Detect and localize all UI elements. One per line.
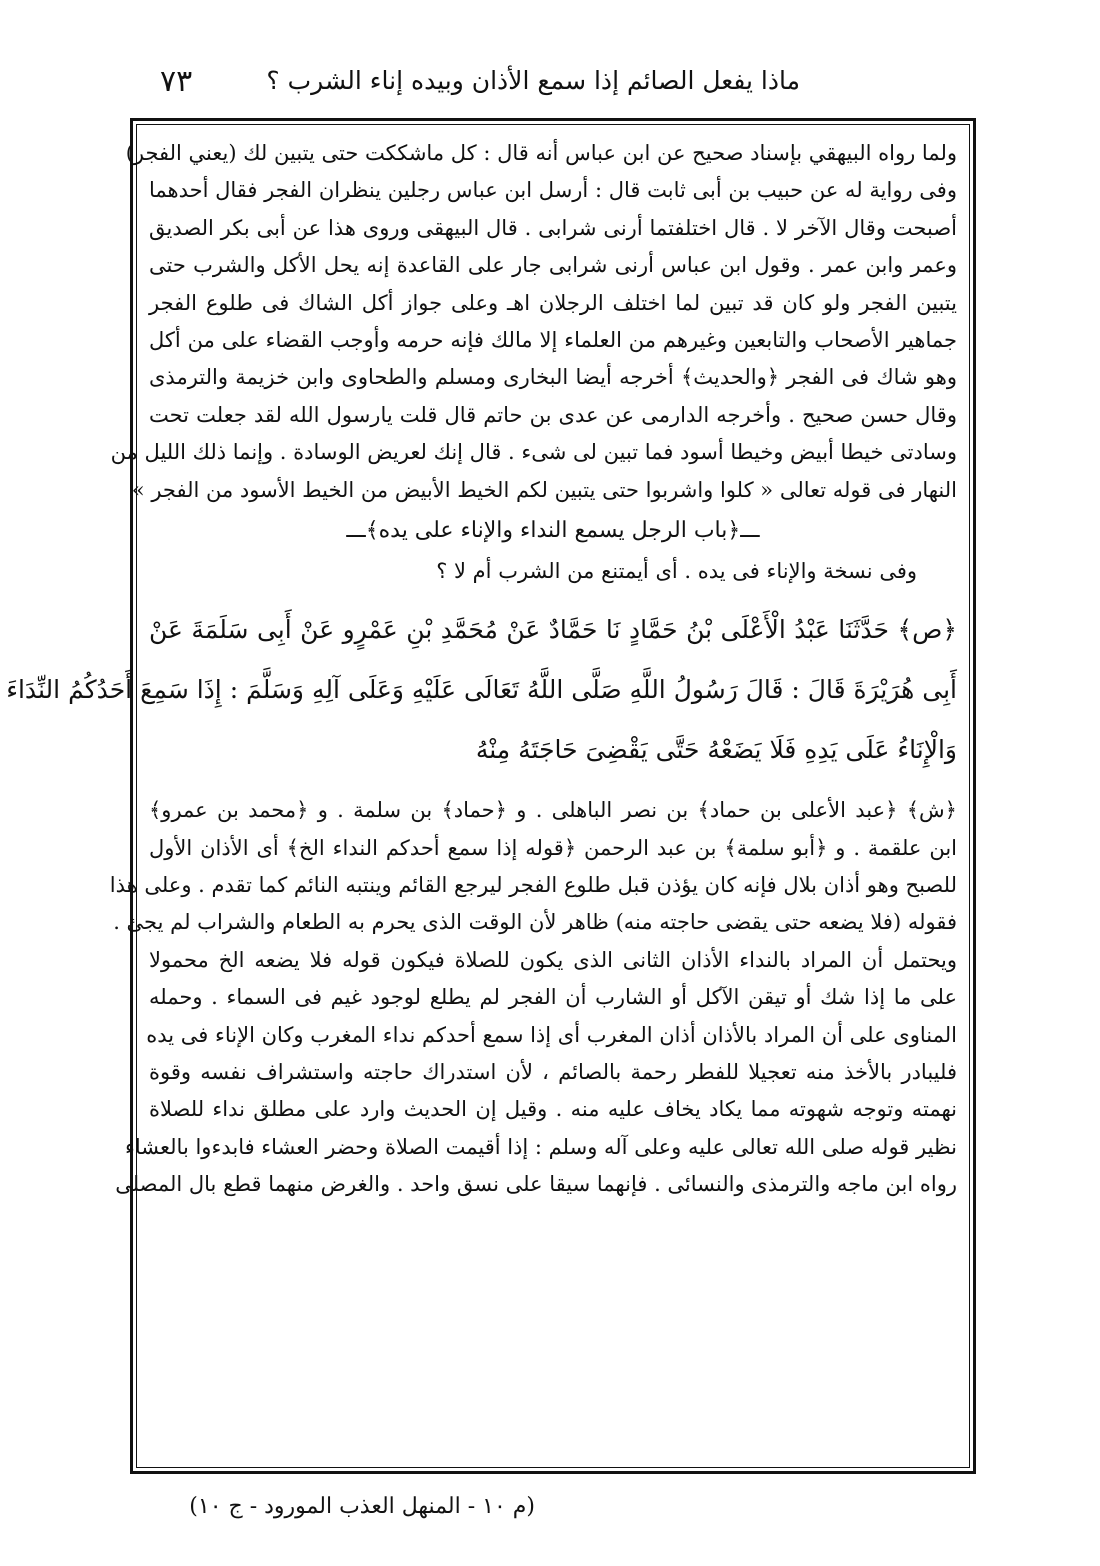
text-line: جماهير الأصحاب والتابعين وغيرهم من العلماء إلا مالك فإنه حرمه وأوجب القضاء على من أكل [149,327,957,352]
text-line: فليبادر بالأخذ منه تعجيلا للفطر رحمة بالصائم ، لأن استدراك حاجته واستشراف نفسه وقوة [149,1060,957,1085]
running-title: ماذا يفعل الصائم إذا سمع الأذان وبيده إناء الشرب ؟ [266,66,800,95]
text-line: وهو شاك فى الفجر ﴿والحديث﴾ أخرجه أيضا البخارى ومسلم والطحاوى وابن خزيمة والترمذى [149,365,957,390]
text-line: وعمر وابن عمر . وقول ابن عباس أرنى شرابى جار على القاعدة إنه يحل الأكل والشرب حتى [149,253,957,278]
page-content [6,135,957,1461]
section-heading: ـــ﴿باب الرجل يسمع النداء والإناء على يده﴾ـــ [346,517,760,543]
text-line: وقال حسن صحيح . وأخرجه الدارمى عن عدى بن حاتم قال قلت يارسول الله لقد جعلت تحت [149,402,957,427]
text-line: فقوله (فلا يضعه حتى يقضى حاجته منه) ظاهر لأن الوقت الذى يحرم به الطعام والشراب لم يجئ . [113,910,957,935]
text-line: ولما رواه البيهقي بإسناد صحيح عن ابن عباس أنه قال : كل ماشككت حتى يتبين لك (يعني الفجر) [125,141,957,165]
text-line: ابن علقمة . و ﴿أبو سلمة﴾ بن عبد الرحمن ﴿قوله إذا سمع أحدكم النداء الخ﴾ أى الأذان الأول [149,835,957,860]
text-line: أصبحت وقال الآخر لا . قال اختلفتما أرنى شرابى . قال البيهقى وروى هذا عن أبى بكر الصديق [149,215,957,240]
page-number: ٧٣ [160,64,193,99]
hadith-text [6,600,957,780]
text-line: يتبين الفجر ولو كان قد تبين لما اختلف الرجلان اهـ وعلى جواز أكل الشاك فى طلوع الفجر [149,290,957,315]
hadith-line: ﴿ص﴾ حَدَّثَنَا عَبْدُ الْأَعْلَى بْنُ حَمَّادٍ نَا حَمَّادٌ عَنْ مُحَمَّدِ بْنِ عَمْرٍو عَنْ أَبِى سَلَمَةَ عَنْ [149,615,957,645]
text-line: نهمته وتوجه شهوته مما يكاد يخاف عليه منه . وقيل إن الحديث وارد على مطلق نداء للصلاة [149,1097,957,1122]
hadith-line: أَبِى هُرَيْرَةَ قَالَ : قَالَ رَسُولُ اللَّهِ صَلَّى اللَّهُ تَعَالَى عَلَيْهِ وَعَلَى آلِهِ وَسَلَّمَ : إِذَا سَمِعَ أَحَدُكُمُ النِّدَاءَ [6,675,957,705]
text-line: وسادتى خيطا أبيض وخيطا أسود فما تبين لى شىء . قال إنك لعريض الوسادة . وإنما ذلك الليل من [110,440,957,465]
text-line: المناوى على أن المراد بالأذان أذان المغرب أى إذا سمع أحدكم نداء المغرب وكان الإناء فى يده [146,1022,957,1047]
page-header [150,60,990,110]
text-line: للصبح وهو أذان بلال فإنه كان يؤذن قبل طلوع الفجر ليرجع القائم وينتبه النائم كما تقدم . وعلى هذا [109,873,957,898]
hadith-line: وَالْإِنَاءُ عَلَى يَدِهِ فَلَا يَضَعْهُ حَتَّى يَقْضِىَ حَاجَتَهُ مِنْهُ [475,735,957,765]
text-line: وفى رواية له عن حبيب بن أبى ثابت قال : أرسل ابن عباس رجلين ينظران الفجر فقال أحدهما [149,178,957,203]
text-frame [6,118,976,1474]
text-line: على ما إذا شك أو تيقن الآكل أو الشارب أن الفجر لم يطلع لوجود غيم فى السماء . وحمله [149,985,957,1010]
commentary [109,792,957,1203]
paragraph-intro [110,135,957,509]
text-line: رواه ابن ماجه والترمذى والنسائى . فإنهما سيقا على نسق واحد . والغرض منهما قطع بال المصلى [115,1172,957,1197]
text-line: نظير قوله صلى الله تعالى عليه وعلى آله وسلم : إذا أقيمت الصلاة وحضر العشاء فابدءوا بالعشاء [125,1134,957,1159]
variant-note: وفى نسخة والإناء فى يده . أى أيمتنع من الشرب أم لا ؟ [436,558,917,583]
text-line: ويحتمل أن المراد بالنداء الأذان الثانى الذى يكون للصلاة فيكون قوله فلا يضعه الخ محمولا [149,947,957,972]
text-line: النهار فى قوله تعالى « كلوا واشربوا حتى يتبين لكم الخيط الأبيض من الخيط الأسود من الفجر » [131,477,957,502]
footer-signature: (م ١٠ - المنهل العذب المورود - ج ١٠) [189,1494,535,1519]
text-line: ﴿ش﴾ ﴿عبد الأعلى بن حماد﴾ بن نصر الباهلى . و ﴿حماد﴾ بن سلمة . و ﴿محمد بن عمرو﴾ [149,798,957,823]
